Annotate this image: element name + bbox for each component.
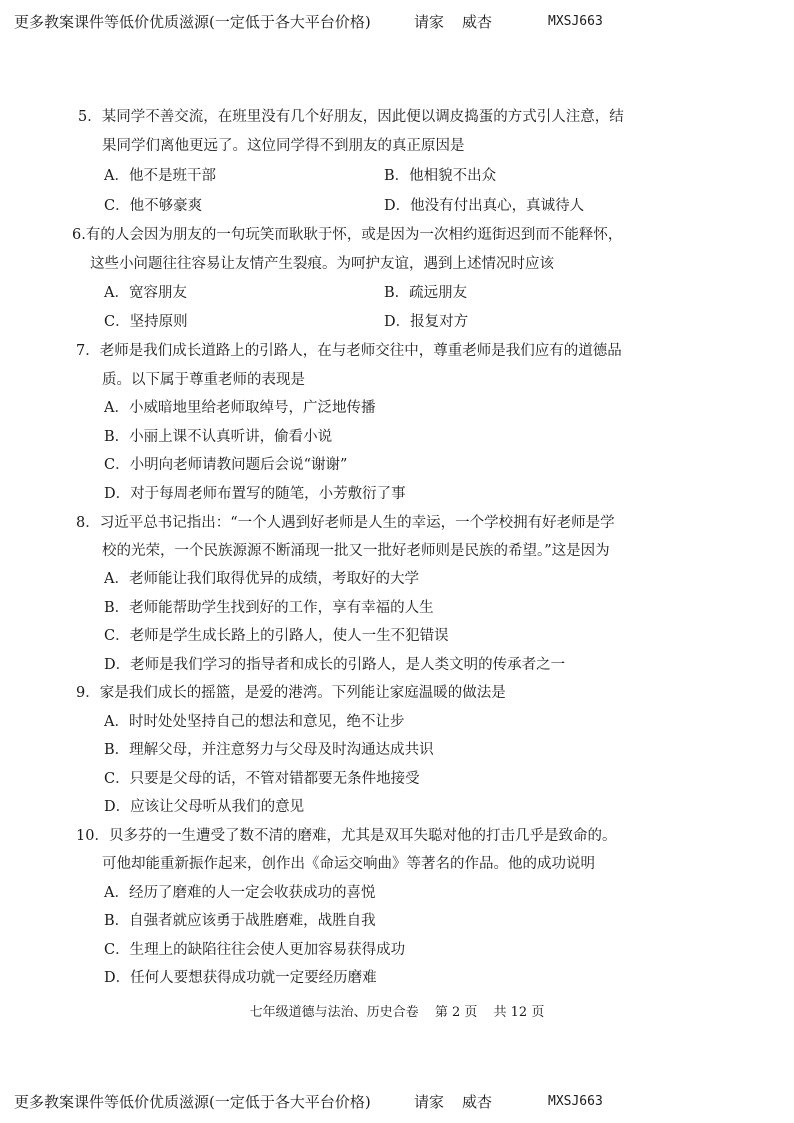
header-banner [14,10,784,34]
q9-stem-line1: 9．家是我们成长的摇篮，是爱的港湾。下列能让家庭温暖的做法是 [76,685,506,701]
q6-stem-line2: 这些小问题往往容易让友情产生裂痕。为呵护友谊，遇到上述情况时应该 [90,256,554,272]
q9-option-b: B．理解父母，并注意努力与父母及时沟通达成共识 [104,742,434,758]
q6-stem-line1: 6.有的人会因为朋友的一句玩笑而耿耿于怀，或是因为一次相约逛街迟到而不能释怀， [72,227,623,243]
q5-stem-line2: 果同学们离他更远了。这位同学得不到朋友的真正原因是 [102,138,465,154]
q9-option-a: A．时时处处坚持自己的想法和意见，绝不让步 [104,714,405,730]
q5-option-b: B．他相貌不出众 [384,168,497,184]
q10-option-b: B．自强者就应该勇于战胜磨难，战胜自我 [104,913,376,929]
q5-stem-line1: 5．某同学不善交流，在班里没有几个好朋友，因此便以调皮捣蛋的方式引人注意，结 [78,109,624,125]
q7-stem-line1: 7．老师是我们成长道路上的引路人，在与老师交往中，尊重老师是我们应有的道德品 [76,343,622,359]
banner-text: 更多教案课件等低价优质滋源(一定低于各大平台价格) [14,1093,371,1111]
q5-option-c: C．他不够豪爽 [104,198,203,214]
q10-option-c: C．生理上的缺陷往往会使人更加容易获得成功 [104,942,406,958]
footer-page: 第 2 页 [434,1005,478,1020]
q7-stem-line2: 质。以下属于尊重老师的表现是 [102,372,305,388]
q8-option-c: C．老师是学生成长路上的引路人，使人一生不犯错误 [104,628,449,644]
q5-option-d: D．他没有付出真心，真诚待人 [384,198,585,214]
q6-option-d: D．报复对方 [384,314,469,330]
banner-code: MXSJ663 [548,14,603,29]
banner-part2: 威杏 [462,1093,493,1111]
footer-banner [14,1090,784,1114]
banner-part2: 威杏 [462,13,493,31]
q8-option-d: D．老师是我们学习的指导者和成长的引路人，是人类文明的传承者之一 [104,657,566,673]
q6-option-c: C．坚持原则 [104,314,188,330]
page-footer [0,1003,794,1023]
q9-option-d: D．应该让父母听从我们的意见 [104,799,305,815]
q10-option-d: D．任何人要想获得成功就一定要经历磨难 [104,970,377,986]
q7-option-a: A．小威暗地里给老师取绰号，广泛地传播 [104,400,376,416]
banner-part1: 请家 [414,13,445,31]
q7-option-c: C．小明向老师请教问题后会说“谢谢” [104,457,348,473]
footer-course: 七年级道德与法治、历史合卷 [249,1005,419,1020]
q8-option-b: B．老师能帮助学生找到好的工作，享有幸福的人生 [104,600,434,616]
q8-stem-line1: 8．习近平总书记指出：“一个人遇到好老师是人生的幸运，一个学校拥有好老师是学 [76,515,615,531]
q6-option-b: B．疏远朋友 [384,285,468,301]
q9-option-c: C．只要是父母的话，不管对错都要无条件地接受 [104,771,420,787]
q7-option-b: B．小丽上课不认真听讲，偷看小说 [104,429,333,445]
q5-option-a: A．他不是班干部 [104,168,216,184]
q6-option-a: A．宽容朋友 [104,285,187,301]
banner-text: 更多教案课件等低价优质滋源(一定低于各大平台价格) [14,13,371,31]
q10-option-a: A．经历了磨难的人一定会收获成功的喜悦 [104,885,376,901]
q8-option-a: A．老师能让我们取得优异的成绩，考取好的大学 [104,571,419,587]
q10-stem-line1: 10．贝多芬的一生遭受了数不清的磨难，尤其是双耳失聪对他的打击几乎是致命的。 [76,828,617,844]
banner-code: MXSJ663 [548,1094,603,1109]
footer-total: 共 12 页 [493,1005,545,1020]
q7-option-d: D．对于每周老师布置写的随笔，小芳敷衍了事 [104,486,406,502]
q8-stem-line2: 校的光荣，一个民族源源不断涌现一批又一批好老师则是民族的希望。”这是因为 [102,543,610,559]
banner-part1: 请家 [414,1093,445,1111]
q10-stem-line2: 可他却能重新振作起来，创作出《命运交响曲》等著名的作品。他的成功说明 [102,856,595,872]
